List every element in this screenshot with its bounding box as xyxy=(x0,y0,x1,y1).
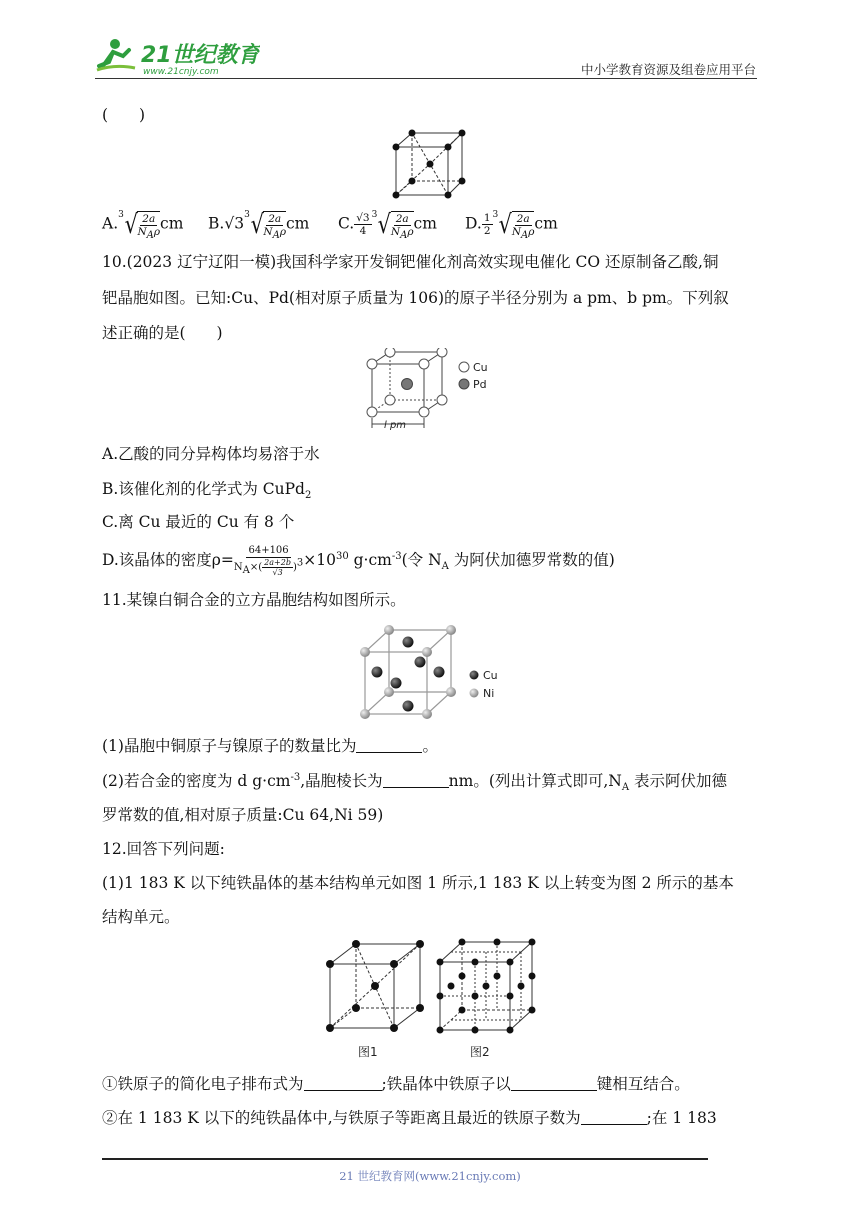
q10-crystal-figure xyxy=(366,348,496,438)
q12-figure-1 xyxy=(322,938,428,1068)
q12-sub-2: ②在 1 183 K 以下的纯铁晶体中,与铁原子等距离且最近的铁原子数为 ;在 1 183 xyxy=(102,1109,717,1127)
logo-text: 21世纪教育 xyxy=(141,43,260,68)
q11-answer-blank-2[interactable] xyxy=(383,771,449,788)
q12-sub-1: ①铁原子的简化电子排布式为 ;铁晶体中铁原子以 键相互结合。 xyxy=(102,1075,690,1093)
q11-crystal-figure xyxy=(357,622,507,726)
site-logo xyxy=(95,36,260,78)
svg-text:图1: 图1 xyxy=(358,1045,378,1059)
q12-answer-blank-2[interactable] xyxy=(511,1074,597,1091)
q10-option-c[interactable]: C.离 Cu 最近的 Cu 有 8 个 xyxy=(102,513,295,531)
q9-option-b[interactable]: B.√3 3 √ $\frac{2a}{N_A\rho}$ cm xyxy=(208,209,310,242)
q10-option-b[interactable]: B.该催化剂的化学式为 CuPd$_2$ xyxy=(102,480,312,502)
q9-cube-figure xyxy=(390,127,470,203)
q9-option-a[interactable]: A. 3 √ $\frac{2a}{N_A\rho}$ cm xyxy=(102,209,184,242)
q12-figure-2 xyxy=(434,936,538,1068)
q12-stem: 12.回答下列问题: xyxy=(102,840,225,858)
q11-part-2-line-2: 罗常数的值,相对原子质量:Cu 64,Ni 59) xyxy=(102,806,384,824)
svg-text:Ni: Ni xyxy=(483,687,495,700)
q12-answer-blank-3[interactable] xyxy=(581,1108,647,1125)
q10-line-2: 钯晶胞如图。已知:Cu、Pd(相对原子质量为 106)的原子半径分别为 a pm、b pm。下列叙 xyxy=(102,289,729,307)
svg-text:Cu: Cu xyxy=(473,361,488,374)
q9-option-d[interactable]: D. $\frac{1}{2}$ 3 √ $\frac{2a}{N_A\rho}$ cm xyxy=(465,209,558,242)
svg-text:Cu: Cu xyxy=(483,669,498,682)
q11-stem: 11.某镍白铜合金的立方晶胞结构如图所示。 xyxy=(102,591,406,609)
header-divider xyxy=(95,78,757,79)
q11-part-1: (1)晶胞中铜原子与镍原子的数量比为 。 xyxy=(102,737,438,755)
q10-line-3: 述正确的是( ) xyxy=(102,324,223,342)
running-figure-icon xyxy=(97,39,135,70)
q12-answer-blank-1[interactable] xyxy=(304,1074,382,1091)
svg-text:Pd: Pd xyxy=(473,378,487,391)
svg-text:l pm: l pm xyxy=(384,420,407,431)
q12-part-1-line-1: (1)1 183 K 以下纯铁晶体的基本结构单元如图 1 所示,1 183 K 以上转变为图 2 所示的基本 xyxy=(102,874,734,892)
q9-bracket: ( ) xyxy=(102,106,146,124)
q11-part-2: (2)若合金的密度为 d $g\cdot cm^{-3}$,晶胞棱长为 nm。(列出计算式即可$,N_A$ 表示阿伏加德 xyxy=(102,771,728,794)
logo-url: www.21cnjy.com xyxy=(143,67,219,77)
svg-text:图2: 图2 xyxy=(470,1045,490,1059)
q11-answer-blank-1[interactable] xyxy=(356,736,422,753)
q12-part-1-line-2: 结构单元。 xyxy=(102,908,180,926)
footer-text: 21 世纪教育网(www.21cnjy.com) xyxy=(339,1169,521,1183)
footer-divider xyxy=(102,1158,708,1160)
q9-option-c[interactable]: C. $\frac{√3}{4}$ 3 √ $\frac{2a}{N_A\rho}$ cm xyxy=(338,209,437,242)
q10-line-1: 10.(2023 辽宁辽阳一模)我国科学家开发铜钯催化剂高效实现电催化 CO 还原制备乙酸,铜 xyxy=(102,253,719,271)
q10-option-a[interactable]: A.乙酸的同分异构体均易溶于水 xyxy=(102,445,320,463)
q10-option-d[interactable]: D.该晶体的密度ρ= 64+106 $N_A\times$( $\frac{2a+2b}{√3}$ )$^3$ $\times 10^{30}$ $g\cdot cm^{-3}$(令 $N_A$ 为阿伏加德罗常数的值) xyxy=(102,545,615,577)
header-platform-text: 中小学教育资源及组卷应用平台 xyxy=(580,62,756,77)
